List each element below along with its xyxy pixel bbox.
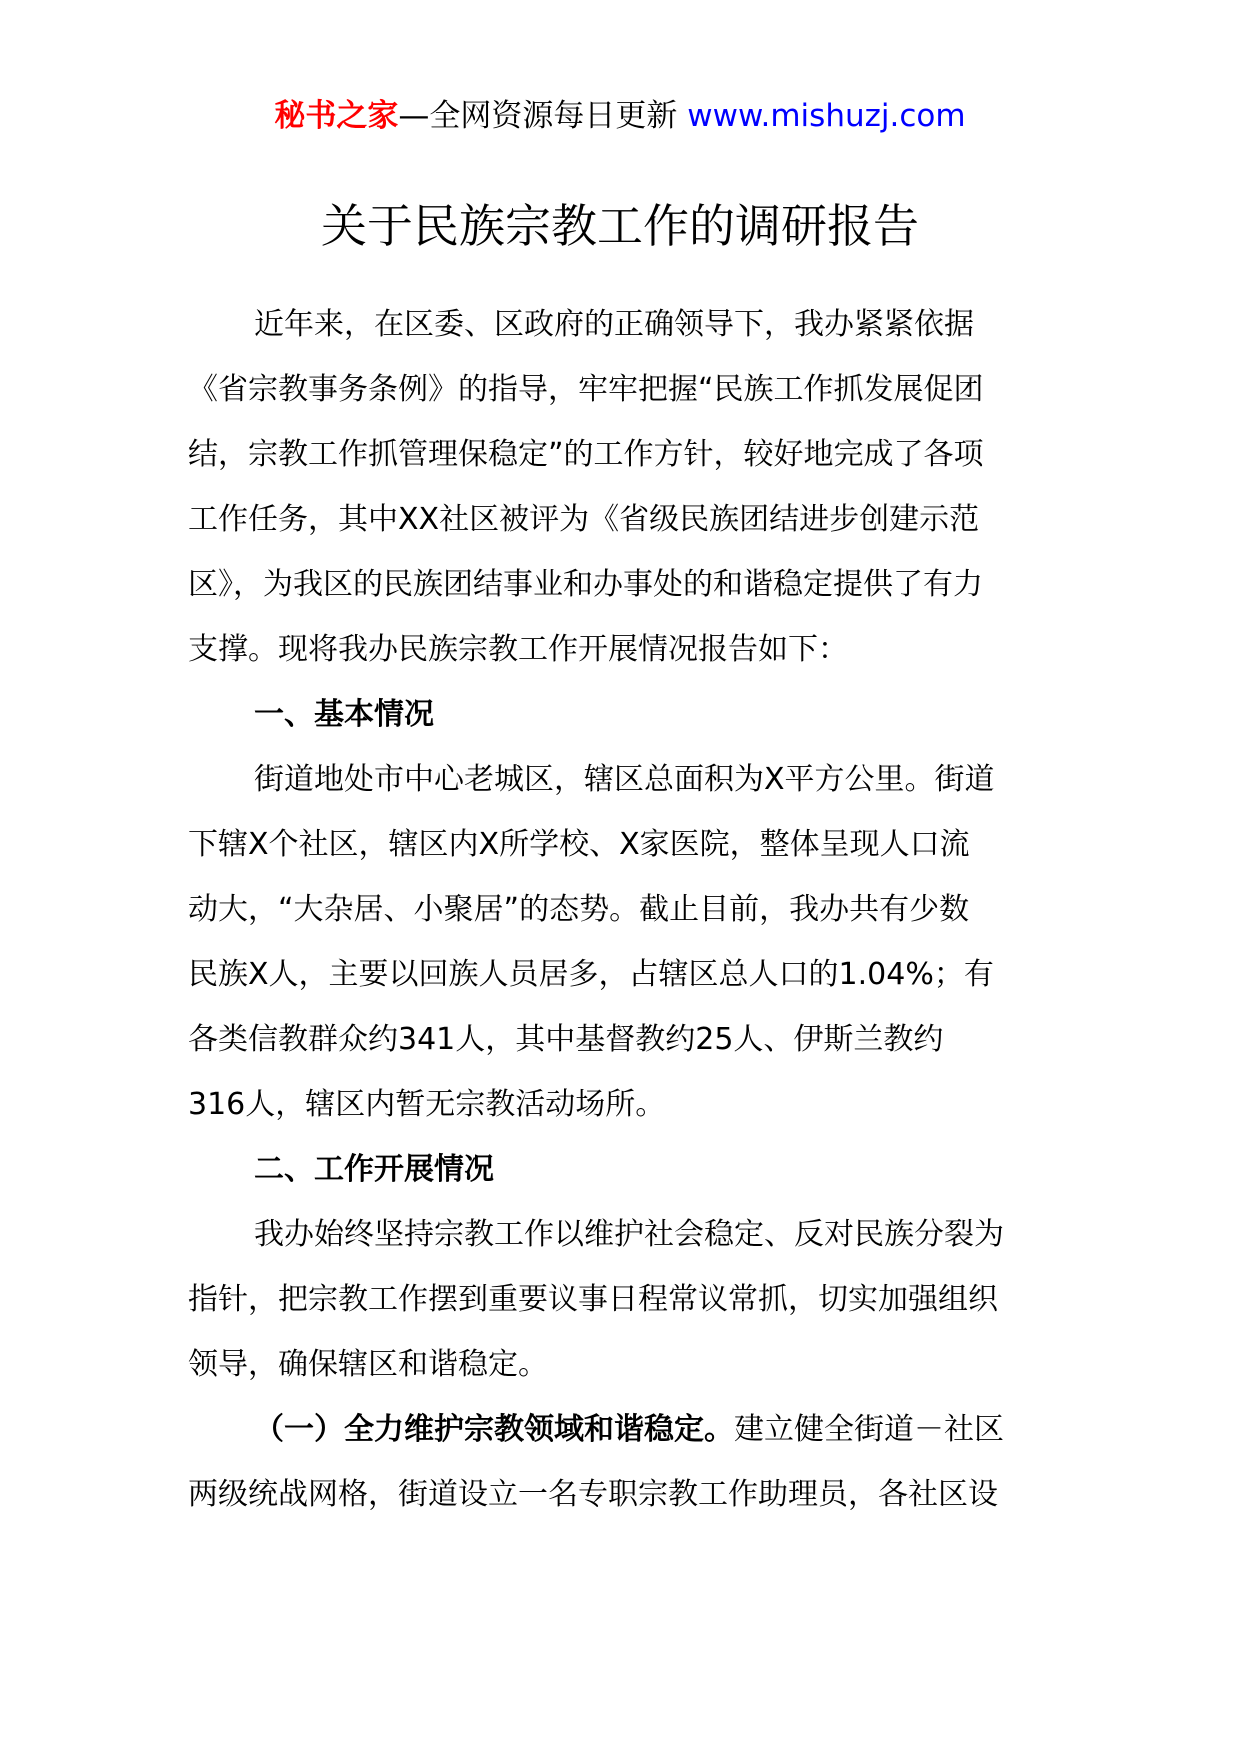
intro-line: 近年来，在区委、区政府的正确领导下，我办紧紧依据 (254, 307, 974, 342)
intro-line: 支撑。现将我办民族宗教工作开展情况报告如下： (188, 632, 848, 667)
site-url-link[interactable]: www.mishuzj.com (687, 98, 966, 134)
section1-line: 各类信教群众约341人，其中基督教约25人、伊斯兰教约 (188, 1022, 944, 1057)
intro-line: 结，宗教工作抓管理保稳定”的工作方针，较好地完成了各项 (188, 437, 984, 472)
subsection-line: 两级统战网格，街道设立一名专职宗教工作助理员，各社区设 (188, 1477, 998, 1512)
document-body (188, 292, 1048, 1527)
header-slogan: —全网资源每日更新 (398, 98, 688, 134)
subsection-text: 建立健全街道－社区 (734, 1412, 1004, 1447)
subsection-label: （一）全力维护宗教领域和谐稳定。 (254, 1412, 734, 1447)
document-title: 关于民族宗教工作的调研报告 (321, 199, 919, 253)
section2-line: 指针，把宗教工作摆到重要议事日程常议常抓，切实加强组织 (188, 1282, 998, 1317)
section2-line: 领导，确保辖区和谐稳定。 (188, 1347, 548, 1382)
brand-name: 秘书之家 (274, 98, 399, 134)
subsection-line (188, 1397, 1048, 1462)
site-header (0, 96, 1240, 136)
section-heading-basic: 一、基本情况 (254, 697, 434, 732)
intro-line: 区》，为我区的民族团结事业和办事处的和谐稳定提供了有力 (188, 567, 983, 602)
section1-line: 下辖X个社区，辖区内X所学校、X家医院，整体呈现人口流 (188, 827, 970, 862)
section-heading-work: 二、工作开展情况 (254, 1152, 494, 1187)
section1-line: 民族X人，主要以回族人员居多，占辖区总人口的1.04%；有 (188, 957, 994, 992)
section2-line: 我办始终坚持宗教工作以维护社会稳定、反对民族分裂为 (254, 1217, 1004, 1252)
section1-line: 316人，辖区内暂无宗教活动场所。 (188, 1087, 666, 1122)
intro-line: 工作任务，其中XX社区被评为《省级民族团结进步创建示范 (188, 502, 980, 537)
section1-line: 动大，“大杂居、小聚居”的态势。截止目前，我办共有少数 (188, 892, 970, 927)
intro-line: 《省宗教事务条例》的指导，牢牢把握“民族工作抓发展促团 (188, 372, 984, 407)
section1-line: 街道地处市中心老城区，辖区总面积为X平方公里。街道 (254, 762, 995, 797)
